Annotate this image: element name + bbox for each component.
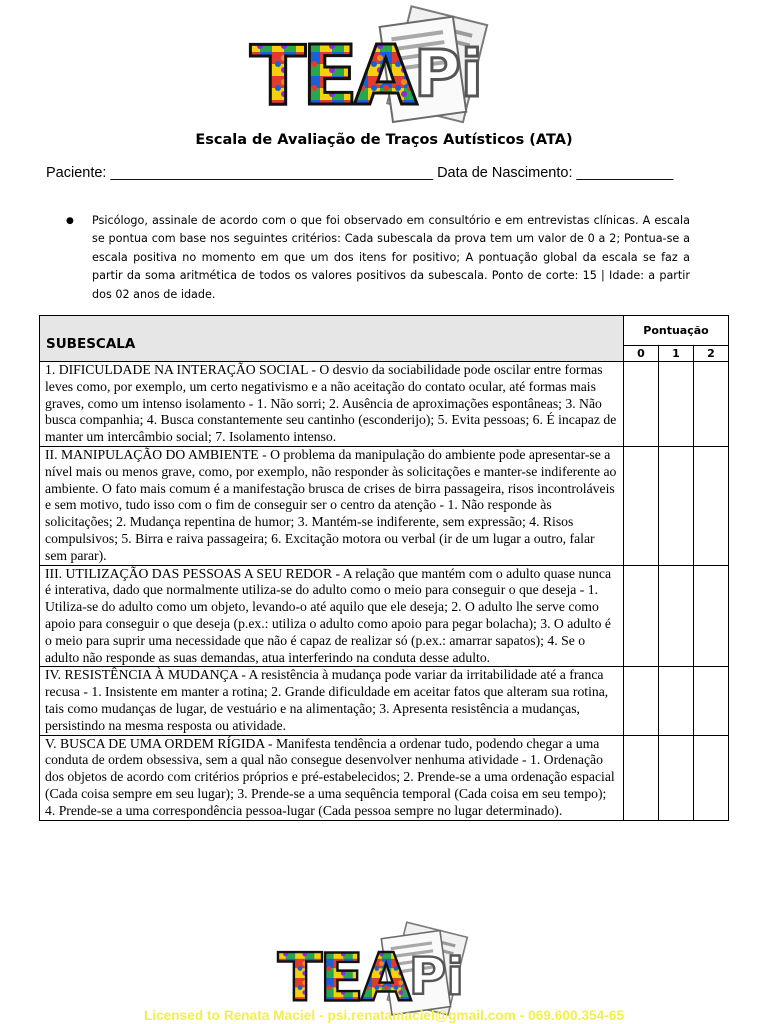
score-cell-2[interactable]	[694, 667, 729, 735]
score-cell-0[interactable]	[624, 735, 659, 820]
document-title: Escala de Avaliação de Traços Autísticos (ATA)	[195, 132, 573, 148]
table-row	[40, 446, 729, 565]
table-row	[40, 667, 729, 735]
score-cell-1[interactable]	[659, 446, 694, 565]
score-cell-1[interactable]	[659, 735, 694, 820]
subscale-item-text: III. UTILIZAÇÃO DAS PESSOAS A SEU REDOR - A relação que mantém com o adulto quase nunca é interativa, dado que normalmente utiliza-se do adulto como o meio para conseguir o que deseja - 1. Utiliza-se do adulto como um objeto, levando-o até aquilo que ele deseja; 2. O adulto lhe serve como apoio para conseguir o que deseja (p.ex.: utiliza o adulto como apoio para pegar bolacha); 3. O adulto é o meio para suprir uma necessidade que não é capaz de realizar só (p.ex.: amarrar sapatos); 4. Se o adulto não responde as suas demandas, atua interferindo na conduta desse adulto.	[40, 565, 624, 667]
score-cell-1[interactable]	[659, 565, 694, 667]
teapi-logo	[248, 4, 498, 128]
score-cell-0[interactable]	[624, 446, 659, 565]
subscale-item-text: 1. DIFICULDADE NA INTERAÇÃO SOCIAL - O desvio da sociabilidade pode oscilar entre formas leves como, por exemplo, um certo negativismo e a não aceitação do contato ocular, até formas mais graves, como um intenso isolamento - 1. Não sorri; 2. Ausência de aproximações espontâneas; 3. Não busca companhia; 4. Busca constantemente seu cantinho (esconderijo); 5. Evita pessoas; 6. É incapaz de manter um intercâmbio social; 7. Isolamento intenso.	[40, 362, 624, 447]
subscale-header: SUBESCALA	[40, 316, 624, 362]
subscale-item-text: V. BUSCA DE UMA ORDEM RÍGIDA - Manifesta tendência a ordenar tudo, podendo chegar a uma conduta de ordem obsessiva, sem a qual não consegue desenvolver nenhuma atividade - 1. Ordenação dos objetos de acordo com critérios próprios e pré-estabelecidos; 2. Prende-se a uma ordenação espacial (Cada coisa sempre em seu lugar); 3. Prende-se a uma sequência temporal (Cada coisa em seu tempo); 4. Prende-se a uma correspondência pessoa-lugar (Cada pessoa sempre no lugar determinado).	[40, 735, 624, 820]
score-cell-0[interactable]	[624, 362, 659, 447]
teapi-logo-footer	[276, 920, 476, 1020]
table-row	[40, 735, 729, 820]
license-watermark: Licensed to Renata Maciel - psi.renatamaciel@gmail.com - 069.600.354-65	[143, 1008, 625, 1023]
bullet-icon: ●	[66, 216, 74, 226]
score-cell-2[interactable]	[694, 362, 729, 447]
teapi-logo-footer-image	[276, 920, 476, 1020]
instructions	[66, 212, 690, 304]
score-cell-1[interactable]	[659, 362, 694, 447]
score-header: Pontuação	[624, 316, 729, 346]
subscale-item-text: II. MANIPULAÇÃO DO AMBIENTE - O problema da manipulação do ambiente pode apresentar-se a nível mais ou menos grave, como, por exemplo, não responder às solicitações e manter-se indiferente ao ambiente. O fato mais comum é a manifestação brusca de crises de birra passageira, risos incontroláveis e sem motivo, tudo isso com o fim de conseguir ser o centro da atenção - 1. Não responde às solicitações; 2. Mudança repentina de humor; 3. Mantém-se indiferente, sem expressão; 4. Risos compulsivos; 5. Birra e raiva passageira; 6. Excitação motora ou verbal (ir de um lugar a outro, falar sem parar).	[40, 446, 624, 565]
score-cell-0[interactable]	[624, 565, 659, 667]
table-row	[40, 362, 729, 447]
score-col-2: 2	[694, 346, 729, 362]
score-col-0: 0	[624, 346, 659, 362]
instructions-text: Psicólogo, assinale de acordo com o que foi observado em consultório e em entrevistas clínicas. A escala se pontua com base nos seguintes critérios: Cada subescala da prova tem um valor de 0 a 2; Pontua-se a escala positiva no momento em que um dos itens for positivo; A pontuação global da escala se faz a partir da soma aritmética de todos os valores positivos da subescala. Ponto de corte: 15 | Idade: a partir dos 02 anos de idade.	[92, 214, 690, 301]
score-cell-1[interactable]	[659, 667, 694, 735]
score-cell-0[interactable]	[624, 667, 659, 735]
score-col-1: 1	[659, 346, 694, 362]
score-cell-2[interactable]	[694, 565, 729, 667]
score-cell-2[interactable]	[694, 735, 729, 820]
ata-scale-table	[39, 315, 729, 821]
teapi-logo-image	[248, 4, 498, 128]
patient-birthdate-line: Paciente: ________________________________________ Data de Nascimento: ____________	[46, 165, 674, 181]
score-cell-2[interactable]	[694, 446, 729, 565]
table-row	[40, 565, 729, 667]
subscale-item-text: IV. RESISTÊNCIA À MUDANÇA - A resistência à mudança pode variar da irritabilidade até a franca recusa - 1. Insistente em manter a rotina; 2. Grande dificuldade em aceitar fatos que alteram sua rotina, tais como mudanças de lugar, de vestuário e na alimentação; 3. Apresenta resistência a mudanças, persistindo na mesma resposta ou atividade.	[40, 667, 624, 735]
